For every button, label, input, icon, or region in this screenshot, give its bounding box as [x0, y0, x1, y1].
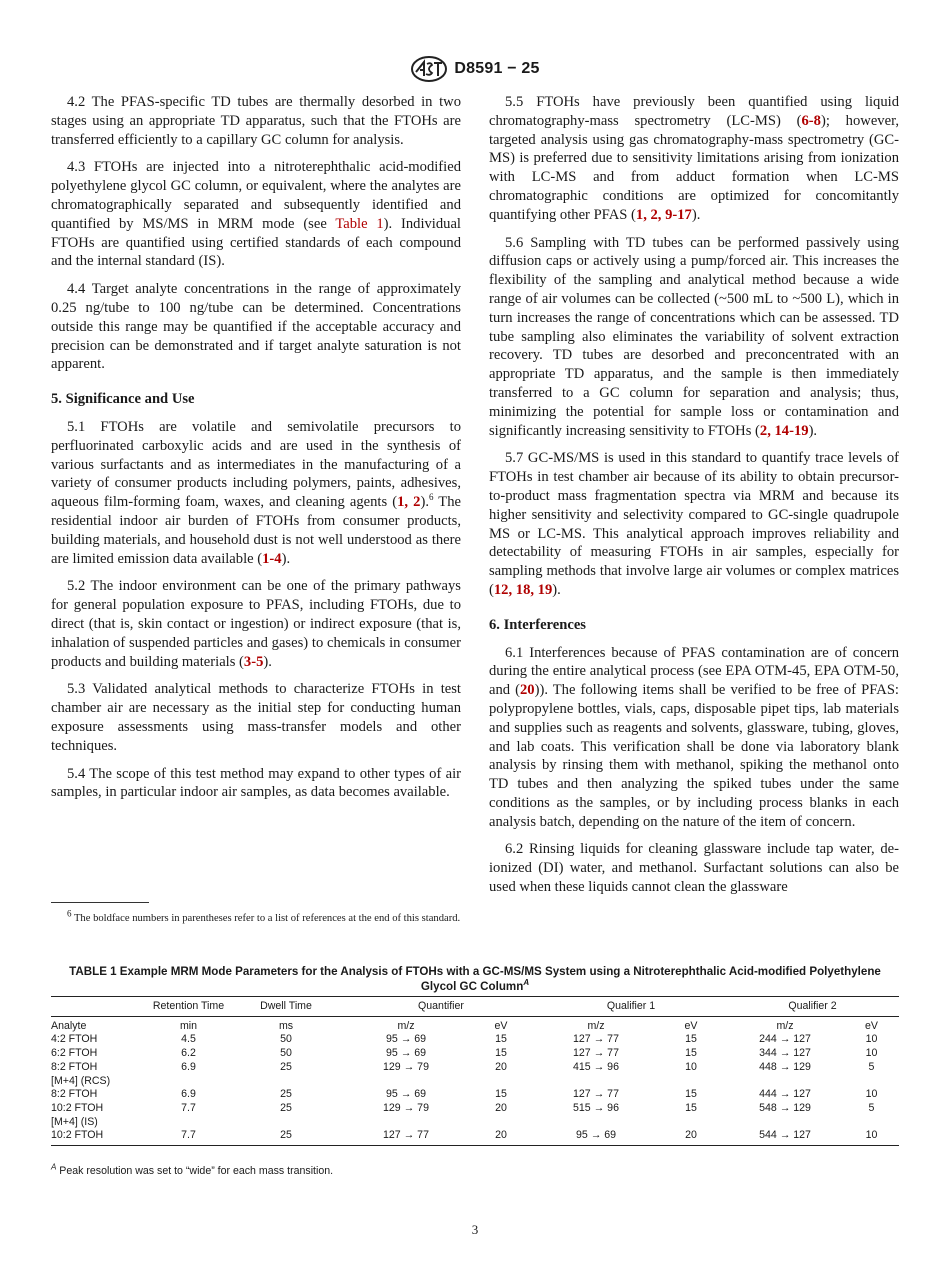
paragraph-4-2: 4.2 The PFAS-specific TD tubes are thermally desorbed in two stages using an appropriate TD apparatus, such that the FTOHs are transferred efficiently to a capillary GC column for analysis.	[51, 94, 461, 148]
footnote-marker[interactable]: 6	[428, 492, 434, 503]
paragraph-4-4: 4.4 Target analyte concentrations in the range of approximately 0.25 ng/tube to 100 ng/tube can be determined. Concentrations outside this range may be quantified if the acceptable accuracy and precision can be demonstrated and if target analyte saturation is not apparent.	[51, 281, 461, 373]
reference-link[interactable]: 1, 2, 9-17	[635, 206, 692, 223]
table-row	[51, 1102, 899, 1116]
table-1	[51, 996, 899, 1146]
table-cell: 15	[685, 1088, 697, 1101]
table-cell	[466, 1075, 536, 1089]
table-cell: 50	[280, 1047, 292, 1060]
table-cell: 25	[280, 1101, 292, 1114]
table-header-qualifier-1: Qualifier 1	[536, 997, 726, 1017]
table-cell	[466, 1116, 536, 1130]
table-cell	[151, 1075, 226, 1089]
table-row	[51, 1088, 899, 1102]
table-1-link[interactable]: Table 1	[335, 215, 384, 232]
table-cell: 4.5	[181, 1033, 196, 1046]
table-cell: 8:2 FTOH	[51, 1060, 98, 1073]
reference-link[interactable]: 2, 14-19	[759, 422, 809, 439]
table-row	[51, 1047, 899, 1061]
table-cell: 515 → 96	[573, 1101, 619, 1114]
paragraph-5-2: 5.2 The indoor environment can be one of the primary pathways for general population exposure to PFAS, including FTOHs, due to direct (that is, skin contact or ingestion) or indirect exposure (that is, inhalation of suspended particles and gases) to chemicals in consumer products and building materials (3-5).	[51, 578, 461, 670]
table-cell: 50	[280, 1033, 292, 1046]
table-cell: 10	[865, 1047, 878, 1060]
table-cell: [M+4] (RCS)	[51, 1074, 111, 1087]
table-cell: 129 → 79	[383, 1060, 429, 1073]
table-cell: 548 → 129	[759, 1101, 811, 1114]
table-cell: 6.2	[181, 1047, 196, 1060]
reference-link[interactable]: 1-4	[262, 550, 282, 567]
table-cell	[656, 1116, 726, 1130]
table-cell: 127 → 77	[346, 1129, 466, 1145]
table-cell: 25	[226, 1129, 346, 1145]
footnote-divider	[51, 902, 149, 903]
table-header-quantifier: Quantifier	[346, 997, 536, 1017]
section-6-heading: 6. Interferences	[489, 616, 586, 633]
table-cell	[151, 1116, 226, 1130]
paragraph-5-7: 5.7 GC-MS/MS is used in this standard to quantify trace levels of FTOHs in test chamber air because of its ability to obtain precursor-to-product mass fragmentation spectra via MRM and because its higher sensitivity and selectivity compared to GC-single quadrupole MS or LC-MS. This analytical approach improves reliability and detectability of measuring FTOHs in air samples, especially for sampling methods that involve large air volumes or complex matrices (12, 18, 19).	[489, 450, 899, 598]
table-cell	[226, 1075, 346, 1089]
reference-link[interactable]: 12, 18, 19	[493, 581, 553, 598]
table-cell: 25	[280, 1088, 292, 1101]
paragraph-5-5: 5.5 FTOHs have previously been quantified using liquid chromatography-mass spectrometry (LC-MS) (6-8); however, targeted analysis using gas chromatography-mass spectrometry (GC-MS) is preferred due to sensitivity limitations arising from ionization with LC-MS and from adduct formation when LC-MS chromatographic conditions are optimized for concomitantly quantifying other PFAS (1, 2, 9-17).	[489, 94, 899, 223]
table-cell: 95 → 69	[385, 1047, 427, 1060]
table-cell	[844, 1075, 899, 1089]
table-cell: 415 → 96	[573, 1060, 619, 1073]
table-cell: 127 → 77	[573, 1033, 619, 1046]
table-units-row: Analyte min ms m/z eV m/z eV m/z eV	[51, 1019, 878, 1032]
paragraph-5-3: 5.3 Validated analytical methods to characterize FTOHs in test chamber air are necessary as the initial step for conducting human exposure assessments using mass-transfer models and other techniques.	[51, 681, 461, 754]
table-cell: 8:2 FTOH	[51, 1088, 98, 1101]
table-cell: 15	[685, 1047, 697, 1060]
page-header	[0, 56, 950, 82]
table-cell: 20	[495, 1060, 507, 1073]
table-row	[51, 1116, 899, 1130]
table-cell	[726, 1116, 844, 1130]
table-row	[51, 1129, 899, 1145]
table-cell: 15	[685, 1101, 697, 1114]
table-cell: 129 → 79	[383, 1101, 429, 1114]
table-cell: 5	[868, 1060, 875, 1073]
right-column	[489, 93, 899, 906]
table-cell: 10:2 FTOH	[51, 1129, 151, 1145]
table-cell: 6.9	[181, 1088, 196, 1101]
table-cell: 7.7	[151, 1129, 226, 1145]
table-1-note: $^A$ Peak resolution was set to “wide” for each mass transition.	[51, 1162, 334, 1177]
table-cell: 5	[868, 1101, 875, 1114]
table-cell: 127 → 77	[573, 1047, 619, 1060]
section-5-heading: 5. Significance and Use	[51, 391, 195, 408]
table-cell	[726, 1075, 844, 1089]
table-cell: 127 → 77	[573, 1088, 619, 1101]
table-cell	[656, 1075, 726, 1089]
table-row	[51, 1075, 899, 1089]
table-cell: 15	[495, 1088, 507, 1101]
table-cell: 10	[865, 1088, 878, 1101]
table-cell	[226, 1116, 346, 1130]
table-cell	[346, 1116, 466, 1130]
reference-link[interactable]: 3-5	[243, 653, 264, 670]
paragraph-5-4: 5.4 The scope of this test method may expand to other types of air samples, in particular indoor air samples, as data becomes available.	[51, 765, 461, 801]
page-number: 3	[471, 1222, 479, 1237]
table-row	[51, 1061, 899, 1075]
table-cell: 244 → 127	[759, 1033, 811, 1046]
table-cell: 444 → 127	[759, 1088, 811, 1101]
table-header-analyte	[51, 997, 151, 1017]
table-cell: [M+4] (IS)	[51, 1115, 98, 1128]
table-cell	[346, 1075, 466, 1089]
table-cell: 10	[685, 1060, 697, 1073]
table-cell: 15	[495, 1047, 507, 1060]
table-cell: 6:2 FTOH	[51, 1047, 98, 1060]
table-cell: 95 → 69	[385, 1033, 427, 1046]
table-cell: 10	[865, 1033, 878, 1046]
paragraph-6-2: 6.2 Rinsing liquids for cleaning glassware include tap water, de-ionized (DI) water, and methanol. Surfactant solutions can also be used when these liquids cannot clean the glassware	[489, 841, 899, 896]
table-cell	[536, 1116, 656, 1130]
table-cell: 95 → 69	[385, 1088, 427, 1101]
table-cell: 15	[685, 1033, 697, 1046]
table-cell: 20	[495, 1101, 507, 1114]
reference-link[interactable]: 1, 2	[397, 494, 421, 511]
left-column	[51, 93, 461, 811]
table-cell: 344 → 127	[759, 1047, 811, 1060]
table-cell: 15	[495, 1033, 507, 1046]
table-cell: 10:2 FTOH	[51, 1101, 104, 1114]
table-1-caption: TABLE 1 Example MRM Mode Parameters for the Analysis of FTOHs with a GC-MS/MS System using a Nitroterephthalic Acid-modified Polyethylene Glycol GC Column$^A$	[69, 965, 881, 993]
paragraph-6-1: 6.1 Interferences because of PFAS contamination are of concern during the entire analytical process (see EPA OTM-45, EPA OTM-50, and (20)). The following items shall be verified to be free of PFAS: polypropylene bottles, vials, caps, disposable pipet tips, lab materials and supplies such as reagents and solvents, glassware, tubing, gloves, and lab coats. This verification shall be done via laboratory blank analysis by rinsing them with methanol, spiking the methanol onto TD tubes and then analyzing the spiked tubes under the same conditions as the samples, or by including process blanks in each analysis batch, depending on the nature of the item of concern.	[489, 644, 899, 830]
paragraph-5-1: 5.1 FTOHs are volatile and semivolatile precursors to perfluorinated carboxylic acids and are used in the synthesis of various surfactants and as intermediates in the manufacturing of a variety of consumer products including polymers, paints, adhesives, aqueous film-forming foam, waxes, and cleaning agents (1, 2).$^6$ The residential indoor air burden of FTOHs from consumer products, building materials, and household dust is not well understood as there are limited emission data available (1-4).	[51, 418, 461, 567]
table-header-dwell: Dwell Time	[226, 997, 346, 1017]
table-cell: 4:2 FTOH	[51, 1033, 98, 1046]
reference-link[interactable]: 6-8	[801, 112, 821, 129]
astm-logo-icon	[410, 56, 448, 82]
table-header-retention: Retention Time	[151, 997, 226, 1017]
table-cell: 448 → 129	[759, 1060, 811, 1073]
table-cell: 20	[656, 1129, 726, 1145]
table-cell: 10	[844, 1129, 899, 1145]
table-cell: 25	[280, 1060, 292, 1073]
table-cell: 95 → 69	[536, 1129, 656, 1145]
table-cell: 7.7	[181, 1101, 196, 1114]
table-row	[51, 1033, 899, 1047]
standard-designation: D8591 − 25	[454, 60, 540, 77]
table-cell	[536, 1075, 656, 1089]
table-cell: 20	[466, 1129, 536, 1145]
paragraph-4-3: 4.3 FTOHs are injected into a nitroterephthalic acid-modified polyethylene glycol GC column, or equivalent, where the analytes are chromatographically separated and subsequently identified and quantified by MS/MS in MRM mode (see Table 1). Individual FTOHs are quantified using certified standards of each compound and the internal standard (IS).	[51, 159, 461, 270]
footnote: $^6$ The boldface numbers in parentheses refer to a list of references at the end of this standard.	[67, 908, 461, 924]
paragraph-5-6: 5.6 Sampling with TD tubes can be performed passively using diffusion caps or actively using a pump/forced air. This increases the flexibility of the sampling and analytical method because a wide range of air volumes can be collected (~500 mL to ~500 L), which in turn increases the range of concentrations which can be assessed. TD tube sampling also eliminates the variability of solvent extraction recovery. TD tubes are desorbed and preconcentrated with an appropriate TD apparatus, and the sample is then immediately transferred to a GC column for separation and analysis; thus, minimizing the potential for sample loss or contamination and significantly increasing sensitivity to FTOHs (2, 14-19).	[489, 234, 899, 439]
table-header-qualifier-2: Qualifier 2	[726, 997, 899, 1017]
table-cell: 6.9	[181, 1060, 196, 1073]
table-cell: 544 → 127	[726, 1129, 844, 1145]
table-cell	[844, 1116, 899, 1130]
reference-link[interactable]: 20	[520, 682, 535, 699]
